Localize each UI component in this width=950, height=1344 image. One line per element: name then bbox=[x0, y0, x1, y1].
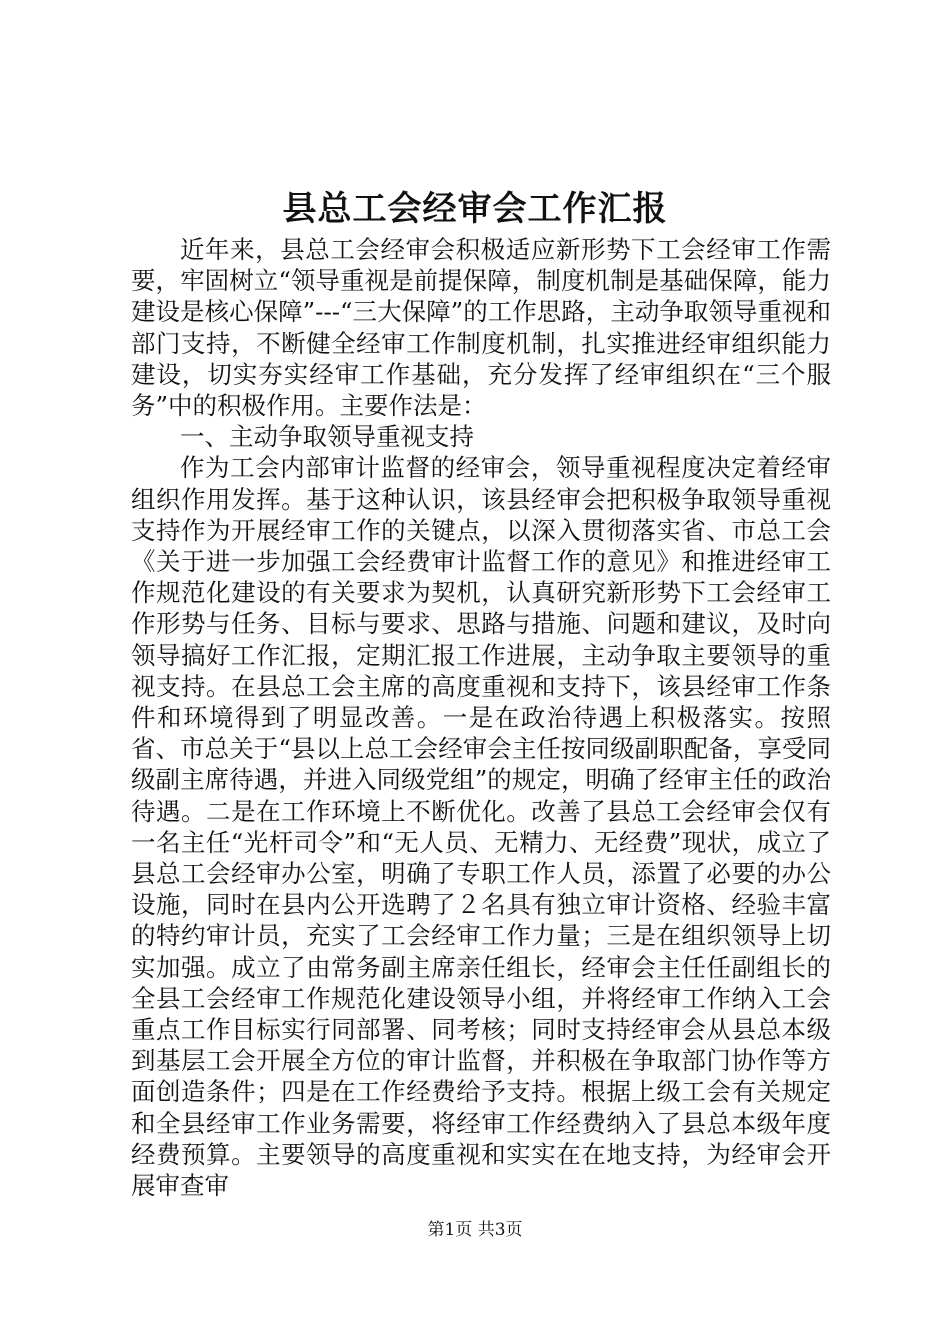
page-footer: 第1页 共3页 bbox=[427, 1220, 523, 1240]
document-title: 县总工会经审会工作汇报 bbox=[282, 189, 668, 229]
paragraph-section-1: 作为工会内部审计监督的经审会，领导重视程度决定着经审组织作用发挥。基于这种认识，该县经审会把积极争取领导重视支持作为开展经审工作的关键点，以深入贯彻落实省、市总工会《关于进一步加强工会经费审计监督工作的意见》和推进经审工作规范化建设的有关要求为契机，认真研究新形势下工会经审工作形势与任务、目标与要求、思路与措施、问题和建议，及时向领导搞好工作汇报，定期汇报工作进展，主动争取主要领导的重视支持。在县总工会主席的高度重视和支持下，该县经审工作条件和环境得到了明显改善。一是在政治待遇上积极落实。按照省、市总关于“县以上总工会经审会主任按同级副职配备，享受同级副主席待遇，并进入同级党组”的规定，明确了经审主任的政治待遇。二是在工作环境上不断优化。改善了县总工会经审会仅有一名主任“光杆司令”和“无人员、无精力、无经费”现状，成立了县总工会经审办公室，明确了专职工作人员，添置了必要的办公设施，同时在县内公开选聘了２名具有独立审计资格、经验丰富的特约审计员，充实了工会经审工作力量；三是在组织领导上切实加强。成立了由常务副主席亲任组长，经审会主任任副组长的全县工会经审工作规范化建设领导小组，并将经审工作纳入工会重点工作目标实行同部署、同考核；同时支持经审会从县总本级到基层工会开展全方位的审计监督，并积极在争取部门协作等方面创造条件；四是在工作经费给予支持。根据上级工会有关规定和全县经审工作业务需要，将经审工作经费纳入了县总本级年度经费预算。主要领导的高度重视和实实在在地支持，为经审会开展审查审 bbox=[131, 453, 831, 1201]
section-heading: 一、主动争取领导重视支持 bbox=[180, 422, 474, 452]
document-body bbox=[131, 234, 831, 1201]
paragraph-intro: 近年来，县总工会经审会积极适应新形势下工会经审工作需要，牢固树立“领导重视是前提保障，制度机制是基础保障，能力建设是核心保障”---“三大保障”的工作思路，主动争取领导重视和部门支持，不断健全经审工作制度机制，扎实推进经审组织能力建设，切实夯实经审工作基础，充分发挥了经审组织在“三个服务”中的积极作用。主要作法是： bbox=[131, 235, 831, 421]
